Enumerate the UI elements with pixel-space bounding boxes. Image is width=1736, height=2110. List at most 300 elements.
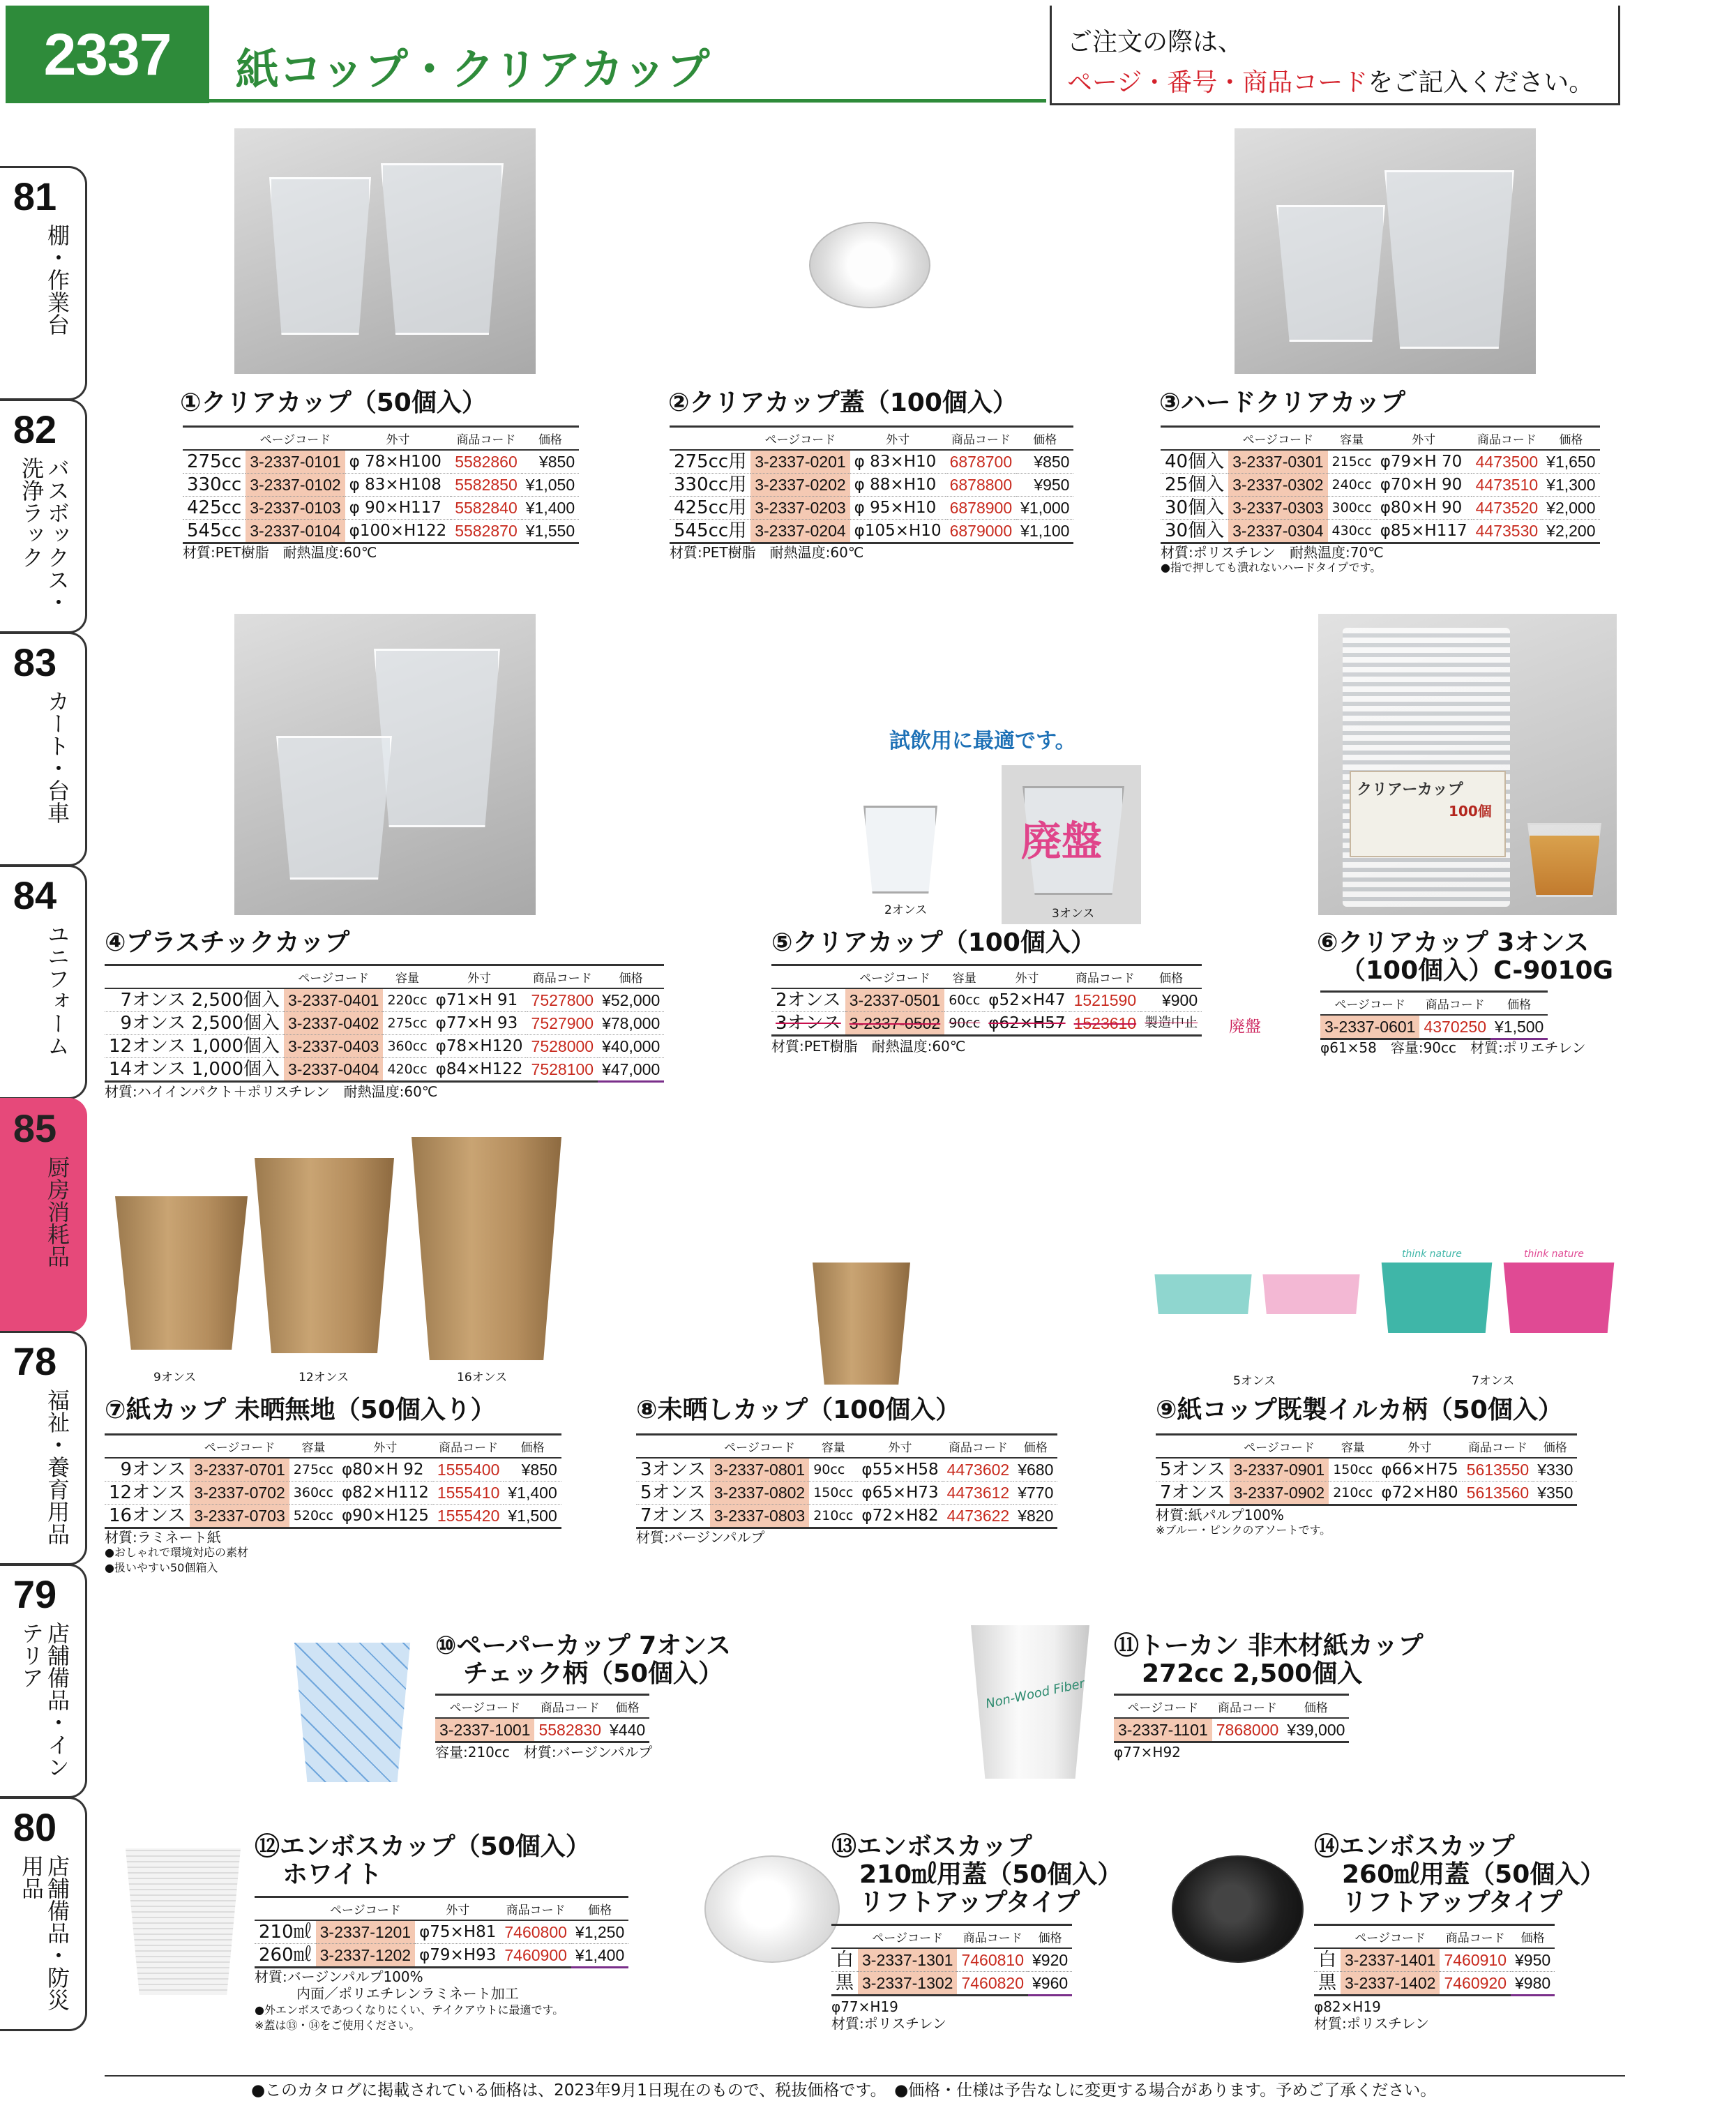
product-code-cell: 6878700 [946,450,1017,474]
price-cell: ¥950 [1016,474,1073,497]
kraft-cup-12oz-image [255,1158,394,1353]
product-code-cell: 7460820 [957,1972,1028,1996]
dolphin-cup-blue-5oz-image [1151,1235,1255,1367]
cup-print-text: think nature [1402,1249,1462,1260]
price-cell: ¥900 [1140,988,1202,1012]
table-row [1161,497,1600,520]
black-lid-image [1172,1855,1304,1963]
material-note: 材質:バージンパルプ [636,1529,765,1546]
tab-label: 店舗備品・インテリア [18,1622,70,1778]
column-header: ページコード [284,965,383,989]
table-row [105,1482,561,1505]
page-code-cell: 3-2337-0701 [190,1458,289,1482]
column-header [771,965,845,989]
tab-83[interactable] [0,632,87,866]
table-cell: 240cc [1328,474,1376,497]
table-cell: φ78×H120 [432,1035,527,1058]
table-cell: 275cc用 [670,450,750,474]
footer-notice: ●このカタログに掲載されている価格は、2023年9月1日現在のもので、税抜価格です。 ●価格・仕様は予告なしに変更する場合があります。予めご了承ください。 [251,2081,1437,2100]
product-code-cell: 4473520 [1472,497,1543,520]
price-cell: ¥1,100 [1016,520,1073,543]
tab-number: 84 [13,873,57,917]
product-title: ⑥クリアカップ 3オンス [1317,928,1590,957]
table-row [636,1482,1057,1505]
price-cell: ¥350 [1533,1482,1577,1505]
column-header: 価格 [522,427,579,451]
filled-cup-image [1527,823,1601,897]
page-number: 2337 [6,6,209,103]
cup-print-text: Non-Wood Fiber [984,1676,1086,1712]
table-row-discontinued [771,1012,1202,1036]
table-cell: 545cc [183,520,246,543]
product-code-cell: 4370250 [1419,1015,1490,1039]
price-cell: ¥850 [522,450,579,474]
table-row [670,497,1073,520]
column-header: 商品コード [433,1435,504,1459]
table-cell: φ66×H75 [1377,1458,1462,1482]
table-cell: 3オンス [636,1458,710,1482]
column-header: 商品コード [527,965,598,989]
caption: 12オンス [299,1371,349,1385]
table-row [105,1058,664,1082]
tab-number: 81 [13,174,57,218]
table-cell: φ65×H73 [857,1482,942,1505]
product-code-cell: 7460800 [500,1920,571,1944]
table-cell: 545cc用 [670,520,750,543]
product-code-cell: 5613550 [1463,1458,1534,1482]
kraft-cup-9oz-image [115,1196,248,1350]
table-cell: 330cc [183,474,246,497]
package-photo [1318,614,1617,915]
product-subtitle: 272cc 2,500個入 [1142,1659,1363,1688]
caption: 5オンス [1233,1374,1276,1388]
lid-image [809,222,930,308]
price-cell: ¥920 [1028,1948,1072,1972]
column-header: 商品コード [451,427,522,451]
table-cell: φ 95×H10 [850,497,946,520]
column-header: 価格 [571,1897,628,1921]
product-code-cell: 4473602 [943,1458,1014,1482]
table-cell: 14オンス 1,000個入 [105,1058,284,1082]
table-cell: φ70×H 90 [1376,474,1472,497]
table-cell: 7オンス [636,1505,710,1528]
table-row [183,474,579,497]
tab-label: カート・台車 [44,690,70,824]
price-table [1156,1433,1577,1506]
column-header [831,1925,858,1949]
column-header: ページコード [1320,992,1419,1016]
table-cell: 5オンス [636,1482,710,1505]
page-code-cell: 3-2337-0201 [750,450,850,474]
table-cell: φ75×H81 [415,1920,500,1944]
table-row [1161,474,1600,497]
product-code-cell: 6878800 [946,474,1017,497]
spec-note: φ61×58 容量:90cc 材質:ポリエチレン [1320,1039,1586,1056]
table-cell: 210cc [809,1505,857,1528]
price-table [1161,425,1600,544]
kraft-cup-16oz-image [412,1137,561,1360]
page-code-cell: 3-2337-0301 [1228,450,1327,474]
material-note: 内面／ポリエチレンラミネート加工 [255,1985,519,2002]
column-header: 外寸 [1377,1435,1462,1459]
table-cell: 520cc [289,1505,338,1528]
table-row [105,1035,664,1058]
table-row [1314,1972,1555,1996]
table-row [105,1012,664,1035]
price-cell: ¥950 [1511,1948,1555,1972]
table-cell: 90cc [809,1458,857,1482]
product-title: ③ハードクリアカップ [1159,389,1406,417]
tab-label: 棚・作業台 [44,224,70,336]
price-table [831,1924,1072,1996]
table-cell: 2オンス [771,988,845,1012]
feature-note: ※ブルー・ピンクのアソートです。 [1156,1523,1331,1537]
column-header [670,427,750,451]
price-cell: ¥1,550 [522,520,579,543]
page-code-cell: 3-2337-0502 [845,1012,944,1036]
column-header: ページコード [316,1897,415,1921]
product-code-cell: 1555410 [433,1482,504,1505]
page-code-cell: 3-2337-1402 [1341,1972,1440,1996]
tab-85[interactable] [0,1098,87,1332]
product-code-cell: 5582840 [451,497,522,520]
table-cell: φ 90×H117 [345,497,451,520]
column-header: 商品コード [957,1925,1028,1949]
table-cell: 30個入 [1161,520,1228,543]
column-header: ページコード [858,1925,957,1949]
material-note: 材質:ポリスチレン [1314,2015,1430,2032]
product-title: ⑤クリアカップ（100個入） [771,928,1096,957]
tab-number: 79 [13,1572,57,1616]
page-code-cell: 3-2337-0304 [1228,520,1327,543]
table-cell: 210cc [1329,1482,1377,1505]
table-cell: 275cc [183,450,246,474]
table-row [831,1948,1072,1972]
material-note: 材質:PET樹脂 耐熱温度:60℃ [771,1038,966,1055]
caption: 3オンス [1052,907,1095,921]
product-code-cell: 5613560 [1463,1482,1534,1505]
column-header: 外寸 [857,1435,942,1459]
feature-note: ●扱いやすい50個箱入 [105,1561,218,1574]
table-cell: 425cc用 [670,497,750,520]
table-cell: φ85×H117 [1376,520,1472,543]
caption: 7オンス [1472,1374,1515,1388]
page-code-cell: 3-2337-0203 [750,497,850,520]
page-code-cell: 3-2337-0802 [710,1482,809,1505]
column-header: 外寸 [432,965,527,989]
table-row [183,520,579,543]
price-table [670,425,1073,544]
product-subtitle: 260㎖用蓋（50個入） [1342,1860,1606,1889]
column-header: 外寸 [338,1435,433,1459]
table-cell: 40個入 [1161,450,1228,474]
page-code-cell: 3-2337-0902 [1230,1482,1329,1505]
product-title: ⑭エンボスカップ [1314,1832,1515,1861]
price-cell: ¥40,000 [598,1035,664,1058]
table-cell: 白 [831,1948,858,1972]
price-cell: ¥820 [1013,1505,1057,1528]
table-cell: 215cc [1328,450,1376,474]
package-label-text: クリアーカップ [1357,781,1463,799]
table-cell: φ71×H 91 [432,988,527,1012]
product-code-cell: 7528000 [527,1035,598,1058]
product-code-cell: 4473510 [1472,474,1543,497]
product-code-cell: 7460810 [957,1948,1028,1972]
product-subtitle: リフトアップタイプ [1342,1888,1563,1917]
product-code-cell: 7528100 [527,1058,598,1082]
table-row [1314,1948,1555,1972]
page-code-cell: 3-2337-1302 [858,1972,957,1996]
material-note: 材質:バージンパルプ100% [255,1968,423,1985]
column-header: 価格 [605,1695,649,1719]
table-cell: φ105×H10 [850,520,946,543]
plastic-cup-photo [234,614,536,915]
package-label-qty: 100個 [1449,803,1492,820]
header-rule [209,99,1046,103]
table-row [1114,1718,1349,1742]
column-header [105,965,284,989]
table-row [435,1718,649,1742]
table-row [1156,1482,1577,1505]
cup-2oz-image [863,806,937,894]
column-header: 外寸 [1376,427,1472,451]
page-title: 紙コップ・クリアカップ [236,44,710,95]
page-code-cell: 3-2337-0101 [246,450,345,474]
tab-label: 福祉・養育用品 [44,1389,70,1545]
column-header: 価格 [1140,965,1202,989]
column-header: 価格 [1016,427,1073,451]
tab-label: バスボックス・洗浄ラック [18,457,70,613]
column-header: 容量 [1329,1435,1377,1459]
column-header [255,1897,316,1921]
column-header [105,1435,190,1459]
product-title: ⑫エンボスカップ（50個入） [255,1832,591,1861]
product-code-cell: 7460910 [1440,1948,1511,1972]
price-cell: ¥330 [1533,1458,1577,1482]
column-header: 容量 [944,965,984,989]
price-cell: ¥1,400 [504,1482,561,1505]
feature-note: ※蓋は⑬・⑭をご使用ください。 [255,2019,421,2032]
column-header: 価格 [1013,1435,1057,1459]
table-cell: φ82×H112 [338,1482,433,1505]
package-label [1350,771,1506,857]
page-code-cell: 3-2337-0401 [284,988,383,1012]
column-header: 容量 [383,965,431,989]
column-header: ページコード [1228,427,1327,451]
dolphin-cup-pink-5oz-image [1259,1235,1364,1367]
product-code-cell: 1555420 [433,1505,504,1528]
table-cell: 430cc [1328,520,1376,543]
table-cell: φ80×H 90 [1376,497,1472,520]
product-code-cell: 4473530 [1472,520,1543,543]
page-code-cell: 3-2337-0404 [284,1058,383,1082]
table-cell: φ72×H80 [1377,1482,1462,1505]
page-code-cell: 3-2337-0102 [246,474,345,497]
tab-number: 85 [13,1106,57,1150]
cup-stack-image [1343,628,1510,907]
column-header: 容量 [809,1435,857,1459]
caption: 9オンス [153,1371,197,1385]
price-cell: ¥1,650 [1542,450,1599,474]
table-row [670,520,1073,543]
column-header: 商品コード [1472,427,1543,451]
page-code-cell: 3-2337-0601 [1320,1015,1419,1039]
column-header: 外寸 [415,1897,500,1921]
table-cell: φ 83×H108 [345,474,451,497]
table-cell: 白 [1314,1948,1341,1972]
column-header: 価格 [1283,1695,1349,1719]
table-cell: φ100×H122 [345,520,451,543]
table-cell: 黒 [831,1972,858,1996]
table-row [1161,520,1600,543]
column-header: 価格 [1542,427,1599,451]
price-cell: ¥960 [1028,1972,1072,1996]
check-pattern-cup-image [293,1629,412,1782]
product-code-cell: 5582870 [451,520,522,543]
product-title: ⑧未晒しカップ（100個入） [636,1396,961,1424]
feature-note: ●指で押しても潰れないハードタイプです。 [1161,561,1382,574]
price-cell: ¥680 [1013,1458,1057,1482]
material-note: 材質:ポリスチレン 耐熱温度:70℃ [1161,544,1384,561]
table-cell: φ55×H58 [857,1458,942,1482]
spec-note: φ77×H92 [1114,1744,1181,1761]
tab-82[interactable] [0,399,87,633]
table-cell: φ52×H47 [984,988,1069,1012]
table-row [105,988,664,1012]
page-code-cell: 3-2337-0302 [1228,474,1327,497]
product-subtitle: ホワイト [282,1860,382,1889]
table-row [1161,450,1600,474]
product-code-cell: 6879000 [946,520,1017,543]
price-table [105,1433,561,1529]
column-header: 外寸 [850,427,946,451]
page-code-cell: 3-2337-0303 [1228,497,1327,520]
column-header: 商品コード [500,1897,571,1921]
table-cell: 9オンス 2,500個入 [105,1012,284,1035]
material-note: 材質:PET樹脂 耐熱温度:60℃ [670,544,864,561]
cup-print-text: think nature [1524,1249,1584,1260]
product-code-cell: 1555400 [433,1458,504,1482]
table-cell: φ 88×H10 [850,474,946,497]
tab-number: 82 [13,407,57,451]
price-cell: ¥2,200 [1542,520,1599,543]
tab-81[interactable] [0,166,87,400]
product-code-cell: 7460920 [1440,1972,1511,1996]
product-code-cell: 4473622 [943,1505,1014,1528]
table-cell: 90cc [944,1012,984,1036]
tab-79[interactable] [0,1564,87,1798]
white-lid-image [704,1855,840,1963]
price-cell: ¥1,000 [1016,497,1073,520]
table-cell: 25個入 [1161,474,1228,497]
price-table [1320,990,1548,1040]
table-cell: 12オンス [105,1482,190,1505]
table-cell: 275cc [289,1458,338,1482]
product-title: ④プラスチックカップ [105,928,350,957]
column-header [1156,1435,1230,1459]
price-cell: ¥850 [504,1458,561,1482]
tab-84[interactable] [0,865,87,1099]
price-cell: ¥980 [1511,1972,1555,1996]
table-cell: 黒 [1314,1972,1341,1996]
dolphin-cup-blue-7oz-image [1378,1221,1496,1371]
table-row [105,1505,561,1528]
column-header: 外寸 [984,965,1069,989]
clear-cup-photo [234,128,536,374]
cup-image [374,649,500,827]
page-code-cell: 3-2337-0803 [710,1505,809,1528]
table-cell: 210㎖ [255,1920,316,1944]
discontinued-mark: 廃盤 [1229,1018,1261,1036]
cup-image [1384,170,1514,349]
tab-80[interactable] [0,1797,87,2031]
column-header: 容量 [289,1435,338,1459]
table-row [636,1505,1057,1528]
column-header: 価格 [1490,992,1548,1016]
product-code-cell: 1523610 [1070,1012,1141,1036]
dolphin-cup-pink-7oz-image [1500,1221,1618,1371]
column-header [636,1435,710,1459]
tab-78[interactable] [0,1331,87,1565]
column-header [183,427,246,451]
product-code-cell: 5582850 [451,474,522,497]
column-header: ページコード [190,1435,289,1459]
table-row [831,1972,1072,1996]
table-cell: 300cc [1328,497,1376,520]
material-note: 材質:紙パルプ100% [1156,1507,1284,1523]
footer-rule [105,2075,1625,2077]
table-cell: φ80×H 92 [338,1458,433,1482]
table-cell: 7オンス 2,500個入 [105,988,284,1012]
price-cell: ¥850 [1016,450,1073,474]
price-cell: ¥2,000 [1542,497,1599,520]
product-code-cell: 7527900 [527,1012,598,1035]
column-header: 価格 [598,965,664,989]
column-header: 商品コード [1463,1435,1534,1459]
price-table [1314,1924,1555,1996]
column-header: ページコード [246,427,345,451]
spec-note: φ82×H19 [1314,1998,1381,2015]
table-cell: 150cc [809,1482,857,1505]
price-cell: ¥47,000 [598,1058,664,1082]
table-cell: 220cc [383,988,431,1012]
product-code-cell: 7527800 [527,988,598,1012]
page-code-cell: 3-2337-0402 [284,1012,383,1035]
price-cell: ¥39,000 [1283,1718,1349,1742]
product-title: ⑨紙コップ既製イルカ柄（50個入） [1156,1396,1563,1424]
price-table [435,1694,649,1743]
spec-note: φ77×H19 [831,1998,898,2015]
column-header: 容量 [1328,427,1376,451]
price-table [255,1896,628,1968]
product-title: ①クリアカップ（50個入） [180,389,487,417]
page-code-cell: 3-2337-0702 [190,1482,289,1505]
column-header [1314,1925,1341,1949]
product-code-cell: 5582830 [534,1718,605,1742]
product-subtitle: チェック柄（50個入） [463,1659,724,1688]
product-title: ②クリアカップ蓋（100個入） [668,389,1018,417]
cup-image [381,163,504,335]
column-header: ページコード [845,965,944,989]
product-code-cell: 5582860 [451,450,522,474]
price-table [636,1433,1057,1529]
price-table [105,964,664,1083]
column-header: 商品コード [1212,1695,1283,1719]
table-cell: 30個入 [1161,497,1228,520]
order-notice-rest: をご記入ください。 [1368,68,1594,97]
page-code-cell: 3-2337-1401 [1341,1948,1440,1972]
table-cell: 425cc [183,497,246,520]
